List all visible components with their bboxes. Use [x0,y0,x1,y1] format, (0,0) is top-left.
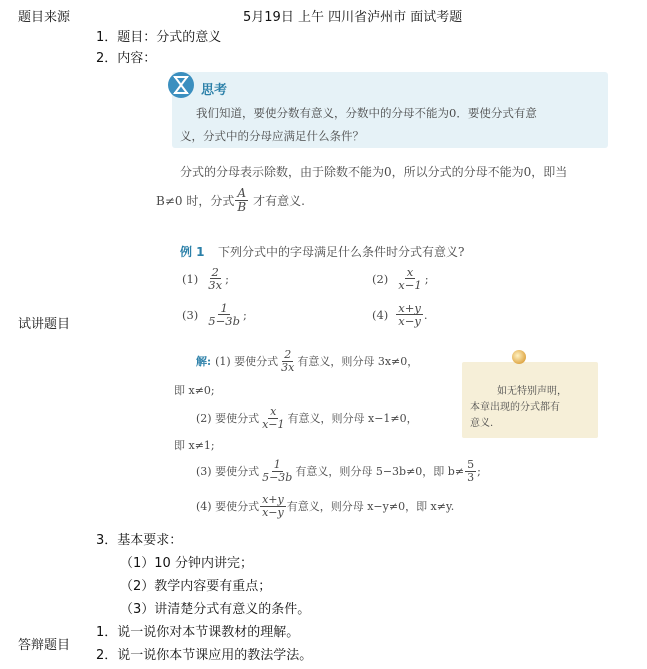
requirement-2: （2）教学内容要有重点； [120,579,272,594]
problem-tail: . [423,307,428,322]
problem-3 [182,302,247,327]
fraction-denominator: 3 [467,470,475,484]
fraction-numerator: x [406,265,414,279]
solution-text: 有意义，则分母 3x≠0， [297,355,419,369]
fraction-a-over-b [235,187,248,213]
solution-text: 有意义，则分母 x−1≠0， [287,412,418,426]
fraction-denominator: x−1 [262,417,285,431]
defense-label: 答辩题目 [18,638,71,653]
fraction-denominator: B [237,199,247,214]
fraction-numerator: 1 [273,458,281,471]
problem-fraction [396,302,423,327]
requirements-item: 3．基本要求： [96,533,183,548]
problem-tag: (1) [182,271,199,286]
fraction-denominator: x−y [398,314,421,329]
defense-question-1: 1．说一说你对本节课教材的理解。 [96,625,300,640]
fraction-denominator: 3x [208,278,223,293]
solution-2 [196,406,418,430]
problem-fraction [206,266,224,291]
solution-2-conclusion: 即 x≠1; [174,439,215,452]
explain-line-2-end: 才有意义. [253,193,305,208]
solution-text: (3) 要使分式 [196,465,260,479]
explain-line-2 [156,187,305,213]
fraction-numerator: 5 [467,458,475,471]
problem-4 [372,302,428,327]
solution-fraction [260,406,286,430]
problem-2 [372,266,429,291]
solution-4 [196,494,454,518]
fraction-numerator: x [270,405,277,418]
fraction-denominator: 5−3b [262,470,293,484]
solution-1 [196,349,418,373]
explain-line-2-start: B≠0 时，分式 [156,193,235,208]
note-line-1: 如无特别声明， [497,386,567,397]
fraction-denominator: 5−3b [208,314,240,329]
fraction-numerator: 2 [284,348,292,361]
fraction-numerator: 2 [211,265,219,279]
think-line-2: 义，分式中的分母应满足什么条件？ [180,129,364,143]
example-label: 例 1 [180,245,205,259]
solution-text: (4) 要使分式 [196,500,260,514]
problem-tail: ; [424,271,429,286]
problem-1 [182,266,229,291]
hourglass-icon [166,70,196,100]
source-value: 5月19日 上午 四川省泸州市 面试考题 [243,10,463,25]
fraction-numerator: x+y [398,301,421,315]
pushpin-icon [512,350,526,364]
fraction-numerator: A [237,186,247,200]
problem-tag: (4) [372,307,389,322]
note-line-2: 本章出现的分式都有 [470,402,560,413]
example-text: 下列分式中的字母满足什么条件时分式有意义? [218,245,465,259]
topic-item: 1．题目：分式的意义 [96,30,222,45]
problem-tag: (2) [372,271,389,286]
problem-fraction [206,302,242,327]
requirement-1: （1）10 分钟内讲完； [120,556,253,571]
think-title: 思考 [201,83,228,98]
solution-1-conclusion: 即 x≠0; [174,384,215,397]
solution-fraction [279,349,296,373]
solution-text: ; [477,464,481,478]
solution-text: (2) 要使分式 [196,412,260,426]
solution-fraction [260,459,294,483]
think-line-1: 我们知道，要使分数有意义，分数中的分母不能为0．要使分式有意 [196,106,537,120]
solution-answer-fraction [465,459,476,483]
requirement-3: （3）讲清楚分式有意义的条件。 [120,602,311,617]
solution-3 [196,459,481,483]
fraction-numerator: 1 [220,301,228,315]
problem-tail: ; [242,307,247,322]
content-item: 2．内容： [96,51,157,66]
source-label: 题目来源 [18,10,71,25]
problem-tag: (3) [182,307,199,322]
solution-text: (1) 要使分式 [215,355,279,369]
solution-label: 解: [196,355,212,369]
trial-label: 试讲题目 [18,317,71,332]
explain-line-1: 分式的分母表示除数，由于除数不能为0，所以分式的分母不能为0，即当 [180,165,568,179]
note-line-3: 意义. [470,418,494,429]
solution-text: 有意义，则分母 x−y≠0，即 x≠y. [286,500,455,514]
fraction-numerator: x+y [262,493,284,506]
fraction-denominator: x−y [262,505,284,519]
solution-fraction [260,494,286,518]
defense-question-2: 2．说一说你本节课应用的教法学法。 [96,648,313,663]
problem-fraction [396,266,423,291]
solution-text: 有意义，则分母 5−3b≠0，即 b≠ [295,465,465,479]
fraction-denominator: 3x [281,360,295,374]
problem-tail: ; [225,271,229,286]
fraction-denominator: x−1 [398,278,422,293]
